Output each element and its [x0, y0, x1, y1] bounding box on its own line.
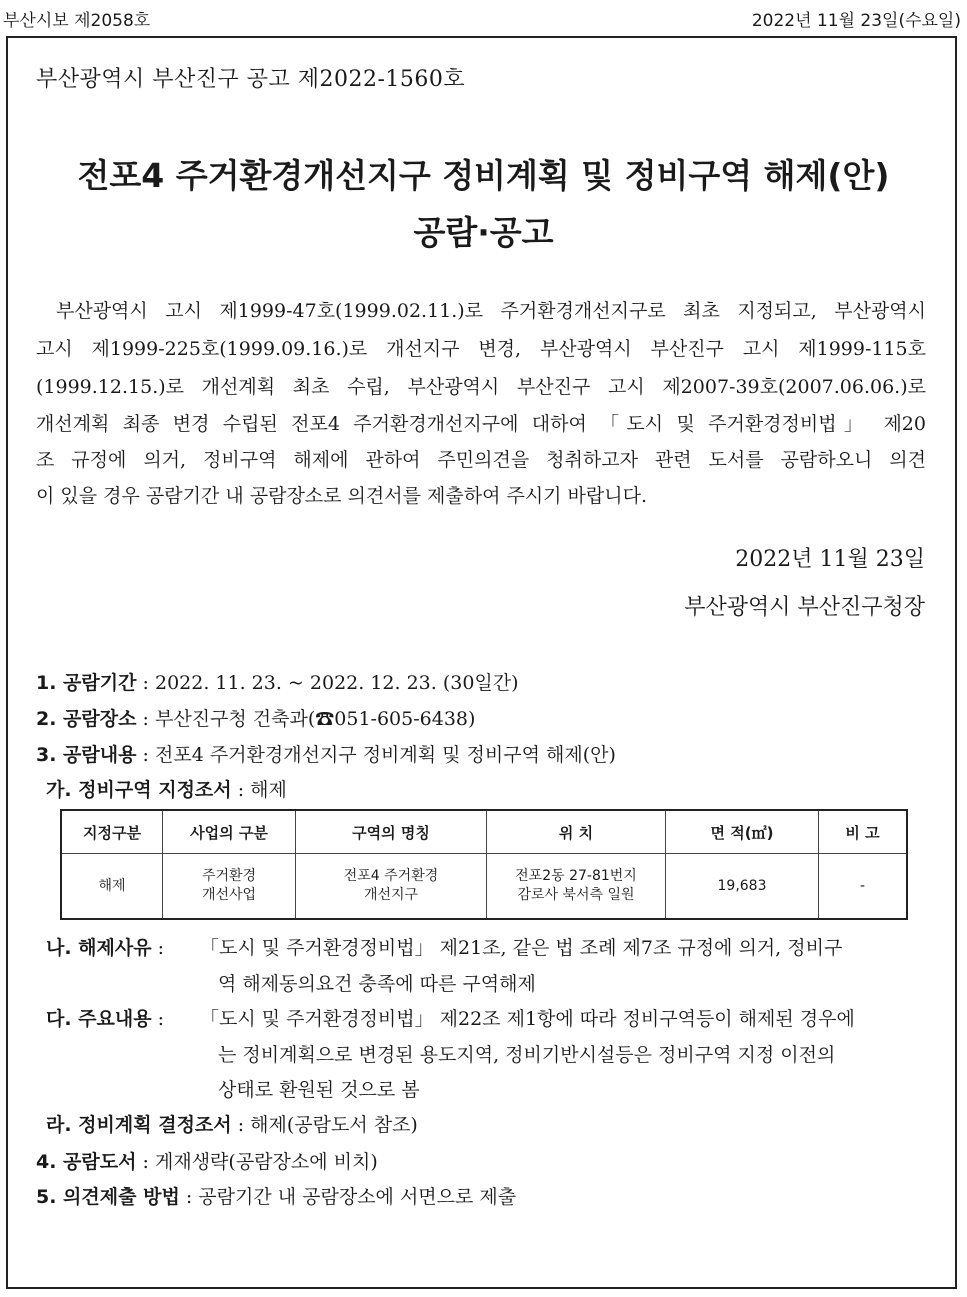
zone-designation-table: [60, 809, 908, 920]
gazette-header: [0, 0, 967, 32]
sub-item-label: 가. 정비구역 지정조서: [46, 779, 232, 801]
cell-location: [487, 854, 666, 920]
cell-line: 개선지구: [363, 887, 419, 903]
page-title: 전포4 주거환경개선지구 정비계획 및 정비구역 해제(안): [77, 156, 890, 195]
body-line: 조 규정에 의거, 정비구역 해제에 관하여 주민의견을 청취하고자 관련 도서를 공람하오니 의견: [36, 449, 926, 471]
table-row: [61, 854, 907, 920]
sub-item-value: 해제: [250, 779, 287, 801]
cell-line: 전포4 주거환경: [343, 868, 439, 884]
column-header: 구역의 명칭: [296, 810, 487, 854]
sub-item-na-line: 역 해제동의요건 충족에 따른 구역해제: [218, 973, 536, 995]
item-value: 전포4 주거환경개선지구 정비계획 및 정비구역 해제(안): [154, 744, 616, 766]
item-label: 5. 의견제출 방법: [36, 1186, 180, 1208]
item-label: 1. 공람기간: [36, 672, 137, 694]
sub-item-na-line: 「도시 및 주거환경정비법」 제21조, 같은 법 조례 제7조 규정에 의거, 정비구: [200, 937, 843, 959]
sub-item-na-label-row: 나. 해제사유 :: [46, 937, 165, 959]
cell-area: 19,683: [666, 854, 819, 920]
item-label: 3. 공람내용: [36, 744, 137, 766]
column-header: 지정구분: [61, 810, 163, 854]
sub-item-label: 다. 주요내용: [46, 1008, 152, 1030]
sub-item-da-label-row: 다. 주요내용 :: [46, 1008, 165, 1030]
cell-type: 해제: [61, 854, 163, 920]
gazette-date: 2022년 11월 23일(수요일): [751, 11, 961, 31]
body-line: 개선계획 최종 변경 수립된 전포4 주거환경개선지구에 대하여 「도시 및 주거환경정비법」 제20: [36, 413, 926, 435]
cell-note: -: [819, 854, 908, 920]
column-header: 면 적(㎡): [666, 810, 819, 854]
body-line: 부산광역시 고시 제1999-47호(1999.02.11.)로 주거환경개선지구로 최초 지정되고, 부산광역시: [56, 300, 926, 322]
item-value: 부산진구청 건축과(☎051-605-6438): [154, 708, 476, 730]
cell-line: 주거환경: [201, 868, 257, 884]
item-value: 공람기간 내 공람장소에 서면으로 제출: [198, 1186, 517, 1208]
body-line: 이 있을 경우 공람기간 내 공람장소로 의견서를 제출하여 주시기 바랍니다.: [36, 485, 648, 507]
sub-item-label: 라. 정비계획 결정조서: [46, 1114, 232, 1136]
item-value: 게재생략(공람장소에 비치): [154, 1151, 378, 1173]
sub-item-da-line: 「도시 및 주거환경정비법」 제22조 제1항에 따라 정비구역등이 해제된 경우에: [200, 1008, 855, 1030]
page-subtitle: 공람·공고: [413, 213, 554, 252]
cell-line: 전포2동 27-81번지: [515, 868, 637, 884]
signature-issuer: 부산광역시 부산진구청장: [684, 595, 925, 620]
item-value: 2022. 11. 23. ~ 2022. 12. 23. (30일간): [154, 672, 519, 694]
table-header-row: [61, 810, 907, 854]
column-header: 위 치: [487, 810, 666, 854]
sub-item-label: 나. 해제사유: [46, 937, 152, 959]
item-label: 4. 공람도서: [36, 1151, 137, 1173]
sub-item-da-line: 상태로 환원된 것으로 봄: [218, 1079, 420, 1101]
cell-name: [296, 854, 487, 920]
item-method: 5. 의견제출 방법 : 공람기간 내 공람장소에 서면으로 제출: [36, 1186, 517, 1208]
column-header: 비 고: [819, 810, 908, 854]
sub-item-da-line: 는 정비계획으로 변경된 용도지역, 정비기반시설등은 정비구역 지정 이전의: [218, 1044, 836, 1066]
cell-line: 개선사업: [201, 887, 257, 903]
gazette-number: 부산시보 제2058호: [3, 11, 151, 31]
sub-item-ra: 라. 정비계획 결정조서 : 해제(공람도서 참조): [46, 1114, 418, 1136]
signature-date: 2022년 11월 23일: [735, 547, 925, 572]
body-line: 고시 제1999-225호(1999.09.16.)로 개선지구 변경, 부산광역시 부산진구 고시 제1999-115호: [36, 338, 926, 360]
item-docs: 4. 공람도서 : 게재생략(공람장소에 비치): [36, 1151, 378, 1173]
cell-line: 감로사 북서측 일원: [517, 887, 635, 903]
item-place: 2. 공람장소 : 부산진구청 건축과(☎051-605-6438): [36, 708, 476, 730]
column-header: 사업의 구분: [163, 810, 296, 854]
item-content: 3. 공람내용 : 전포4 주거환경개선지구 정비계획 및 정비구역 해제(안): [36, 744, 616, 766]
sub-item-value: 해제(공람도서 참조): [250, 1114, 418, 1136]
cell-business: [163, 854, 296, 920]
item-label: 2. 공람장소: [36, 708, 137, 730]
sub-item-ga: 가. 정비구역 지정조서 : 해제: [46, 779, 287, 801]
item-period: 1. 공람기간 : 2022. 11. 23. ~ 2022. 12. 23. (30일간): [36, 672, 519, 694]
body-line: (1999.12.15.)로 개선계획 최초 수립, 부산광역시 부산진구 고시 제2007-39호(2007.06.06.)로: [36, 376, 926, 398]
notice-number: 부산광역시 부산진구 공고 제2022-1560호: [36, 67, 466, 92]
